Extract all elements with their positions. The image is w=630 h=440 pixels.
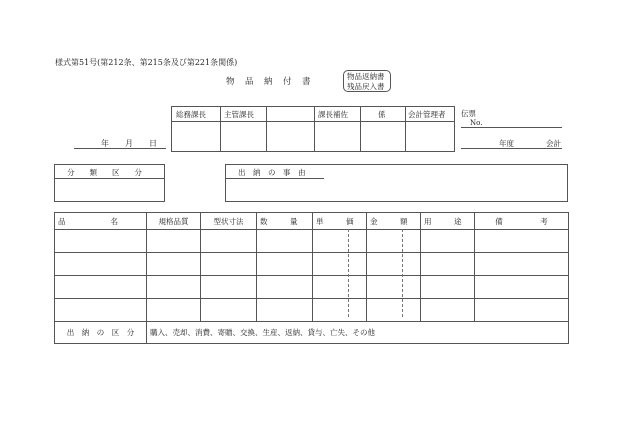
approval-label-staff: 係 (378, 110, 386, 119)
unit-price-cell[interactable] (313, 230, 367, 253)
shape-cell[interactable] (201, 276, 257, 299)
remarks-cell[interactable] (475, 276, 569, 299)
disbursement-category-label: 出 納 の 区 分 (55, 322, 147, 344)
disbursement-category-options: 購入、売却、消費、寄贈、交換、生産、返納、貸与、亡失、その他 (147, 322, 569, 344)
reason-box (225, 164, 568, 202)
unit-price-divider (348, 229, 349, 317)
remarks-cell[interactable] (475, 299, 569, 322)
approval-label-accounting-manager: 会計管理者 (408, 110, 446, 119)
quantity-cell[interactable] (257, 253, 313, 276)
column-header-unit-price: 単 価 (313, 213, 367, 230)
account-label: 会計 (546, 139, 561, 148)
shape-cell[interactable] (201, 230, 257, 253)
spec-cell[interactable] (147, 299, 201, 322)
purpose-cell[interactable] (421, 276, 475, 299)
remarks-cell[interactable] (475, 253, 569, 276)
approval-label-section-chief: 主管課長 (224, 110, 254, 119)
approval-label-general-affairs: 総務課長 (176, 110, 206, 119)
purpose-cell[interactable] (421, 253, 475, 276)
title-alt-return: 物品返納書 (347, 72, 385, 81)
column-header-purpose: 用 途 (421, 213, 475, 230)
shape-cell[interactable] (201, 253, 257, 276)
quantity-cell[interactable] (257, 230, 313, 253)
unit-price-cell[interactable] (313, 276, 367, 299)
amount-cell[interactable] (367, 299, 421, 322)
spec-cell[interactable] (147, 276, 201, 299)
unit-price-cell[interactable] (313, 299, 367, 322)
classification-label: 分 類 区 分 (67, 168, 142, 177)
purpose-cell[interactable] (421, 230, 475, 253)
date-field: 年 月 日 (101, 139, 157, 148)
items-table (54, 212, 569, 344)
column-header-amount: 金 額 (367, 213, 421, 230)
voucher-underline (461, 127, 562, 128)
date-underline (74, 148, 166, 149)
classification-box (54, 164, 165, 202)
fiscal-year-label: 年度 (499, 139, 514, 148)
table-row (55, 299, 569, 322)
page-title: 物 品 納 付 書 (226, 77, 312, 87)
quantity-cell[interactable] (257, 276, 313, 299)
table-row (55, 253, 569, 276)
item-name-cell[interactable] (55, 299, 147, 322)
table-row (55, 230, 569, 253)
amount-divider (402, 229, 403, 317)
approval-stamp-table (171, 106, 455, 152)
reason-label: 出 納 の 事 由 (238, 168, 306, 177)
column-header-spec: 規格品質 (147, 213, 201, 230)
item-name-cell[interactable] (55, 253, 147, 276)
item-name-cell[interactable] (55, 230, 147, 253)
column-header-shape: 型状寸法 (201, 213, 257, 230)
spec-cell[interactable] (147, 230, 201, 253)
amount-cell[interactable] (367, 276, 421, 299)
column-header-remarks: 備 考 (475, 213, 569, 230)
voucher-label: 伝票 (461, 109, 476, 118)
voucher-no-label: No. (470, 119, 483, 127)
amount-cell[interactable] (367, 253, 421, 276)
remarks-cell[interactable] (475, 230, 569, 253)
approval-label-assistant-chief: 課長補佐 (318, 110, 348, 119)
form-number: 様式第51号(第212条、第215条及び第221条関係) (55, 58, 238, 67)
amount-cell[interactable] (367, 230, 421, 253)
unit-price-cell[interactable] (313, 253, 367, 276)
title-alt-remnant: 残品戻入書 (347, 82, 385, 91)
spec-cell[interactable] (147, 253, 201, 276)
column-header-item-name: 品 名 (55, 213, 147, 230)
table-row (55, 276, 569, 299)
items-footer-row (55, 322, 569, 344)
fiscal-year-underline (461, 148, 562, 149)
quantity-cell[interactable] (257, 299, 313, 322)
item-name-cell[interactable] (55, 276, 147, 299)
column-header-quantity: 数 量 (257, 213, 313, 230)
purpose-cell[interactable] (421, 299, 475, 322)
items-header-row (55, 213, 569, 230)
shape-cell[interactable] (201, 299, 257, 322)
